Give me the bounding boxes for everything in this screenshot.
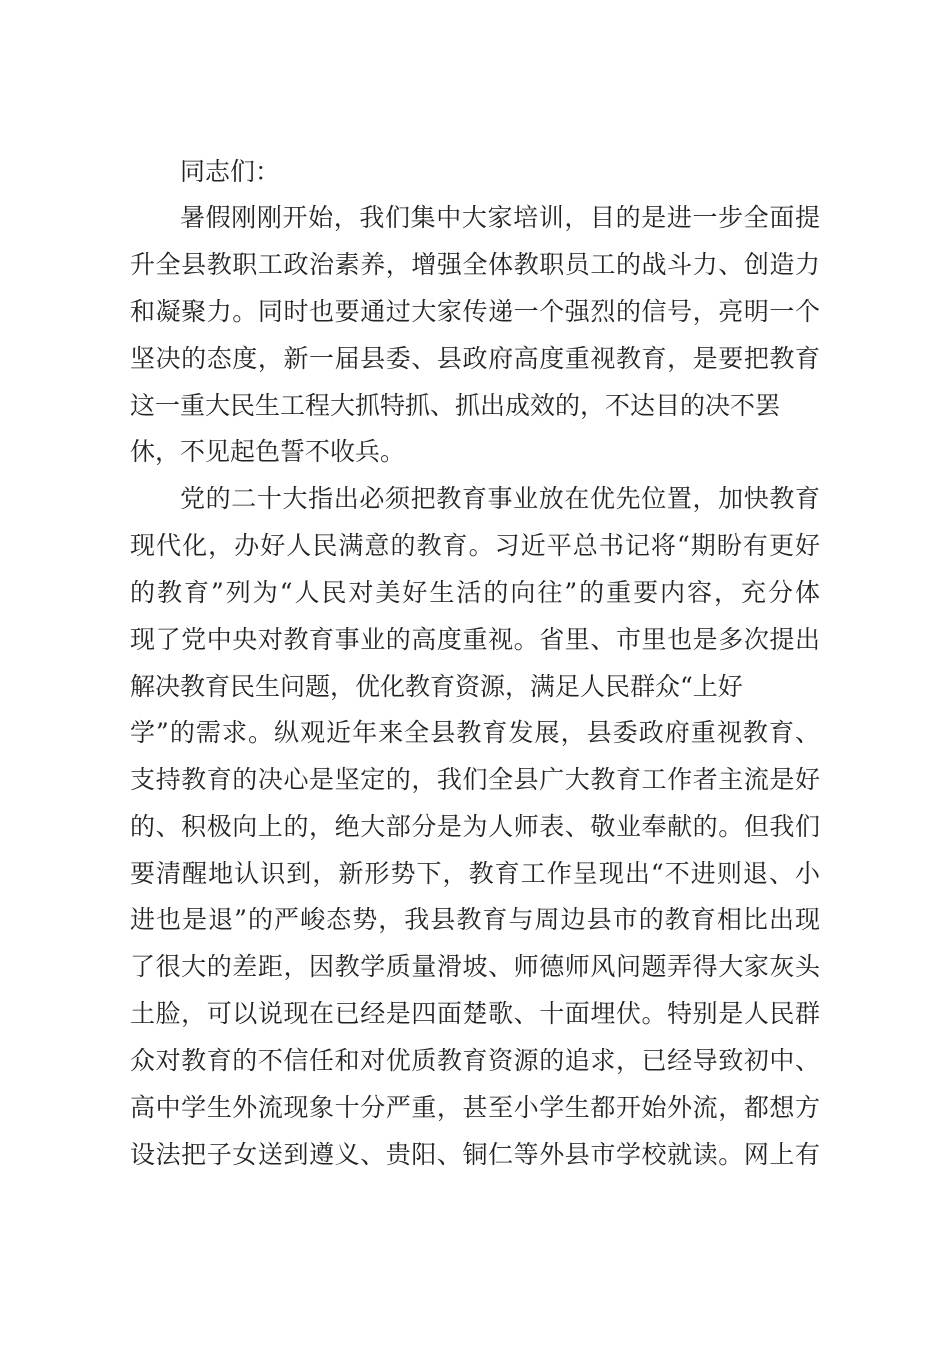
paragraph-line: 现代化，办好人民满意的教育。习近平总书记将“期盼有更好 <box>130 531 820 560</box>
paragraph-line: 进也是退”的严峻态势，我县教育与周边县市的教育相比出现 <box>130 905 820 934</box>
paragraph-line: 的、积极向上的，绝大部分是为人师表、敬业奉献的。但我们 <box>130 812 820 841</box>
paragraph-line: 众对教育的不信任和对优质教育资源的追求，已经导致初中、 <box>130 1046 820 1075</box>
paragraph-line: 休，不见起色誓不收兵。 <box>130 437 406 466</box>
paragraph-line: 暑假刚刚开始，我们集中大家培训，目的是进一步全面提 <box>180 203 820 232</box>
paragraph-line: 坚决的态度，新一届县委、县政府高度重视教育，是要把教育 <box>130 344 820 373</box>
paragraph-line: 学”的需求。纵观近年来全县教育发展，县委政府重视教育、 <box>130 718 820 747</box>
paragraph-line: 的教育”列为“人民对美好生活的向往”的重要内容，充分体 <box>130 578 820 607</box>
paragraph-line: 高中学生外流现象十分严重，甚至小学生都开始外流，都想方 <box>130 1093 820 1122</box>
paragraph-line: 设法把子女送到遵义、贵阳、铜仁等外县市学校就读。网上有 <box>130 1140 820 1169</box>
salutation-line: 同志们： <box>180 157 281 186</box>
paragraph-line: 升全县教职工政治素养，增强全体教职员工的战斗力、创造力 <box>130 250 820 279</box>
paragraph-line: 了很大的差距，因教学质量滑坡、师德师风问题弄得大家灰头 <box>130 952 820 981</box>
paragraph-line: 解决教育民生问题，优化教育资源，满足人民群众“上好 <box>130 672 743 701</box>
paragraph-line: 现了党中央对教育事业的高度重视。省里、市里也是多次提出 <box>130 625 820 654</box>
paragraph-line: 土脸，可以说现在已经是四面楚歌、十面埋伏。特别是人民群 <box>130 999 820 1028</box>
paragraph-line: 支持教育的决心是坚定的，我们全县广大教育工作者主流是好 <box>130 765 820 794</box>
paragraph-line: 和凝聚力。同时也要通过大家传递一个强烈的信号，亮明一个 <box>130 297 820 326</box>
paragraph-line: 要清醒地认识到，新形势下，教育工作呈现出“不进则退、小 <box>130 859 820 888</box>
paragraph-line: 党的二十大指出必须把教育事业放在优先位置，加快教育 <box>180 484 820 513</box>
paragraph-line: 这一重大民生工程大抓特抓、抓出成效的，不达目的决不罢 <box>130 391 781 420</box>
